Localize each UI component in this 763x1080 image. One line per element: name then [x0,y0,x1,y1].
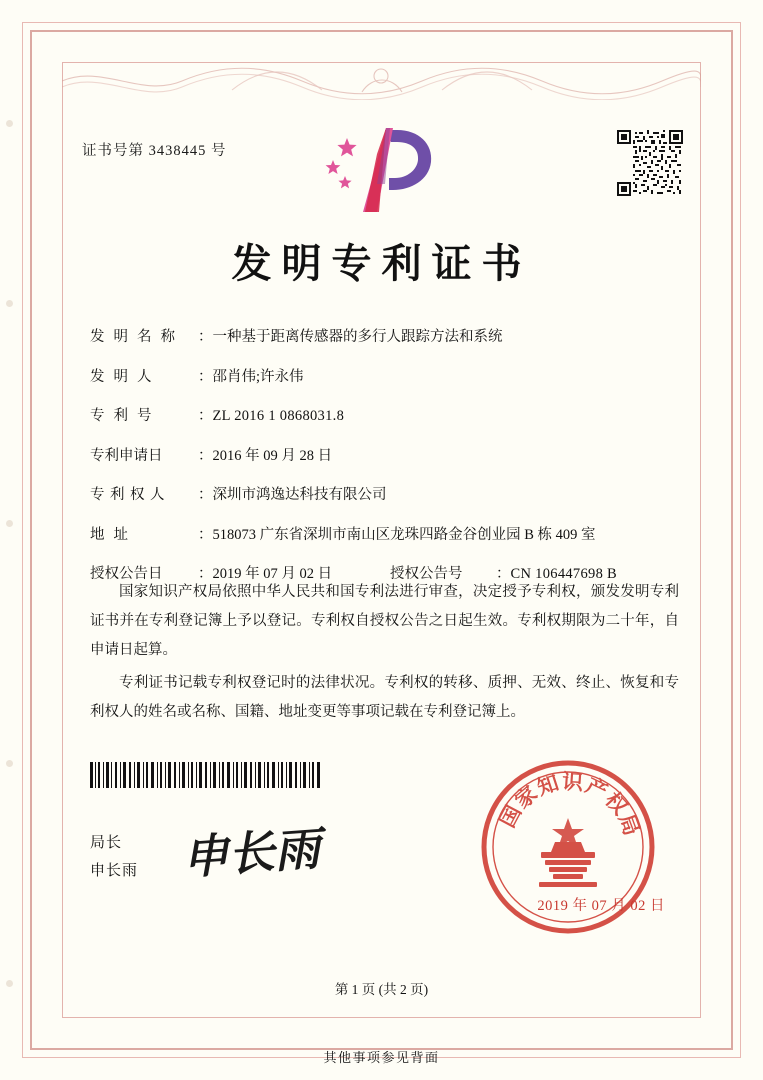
svg-text:国: 国 [495,801,527,832]
svg-text:识: 识 [561,769,584,795]
field-value: CN 106447698 B [510,566,618,583]
barcode [90,762,320,788]
field-label: 发明名称 [90,329,184,345]
fields-list [90,327,677,603]
field-colon: ： [198,368,213,385]
page-title: 发明专利证书 [231,241,532,286]
field-value: 深圳市鸿逸达科技有限公司 [212,487,387,504]
field-colon: ： [496,566,511,583]
field-label: 地址 [90,526,137,543]
certificate-number: 证书号第 3438445 号 [82,143,227,159]
paragraph-2: 专利证书记载专利权登记时的法律状况。专利权的转移、质押、无效、终止、恢复和专利权人的姓名或名称、国籍、地址变更等事项记载在专利登记簿上。 [90,675,679,720]
field-address [90,525,677,546]
field-value: 2019 年 07 月 02 日 [212,566,333,583]
svg-text:产: 产 [581,773,612,804]
field-value: ZL 2016 1 0868031.8 [212,408,345,425]
field-label: 授权公告号 [390,566,463,583]
backside-note: 其他事项参见背面 [323,1050,440,1065]
field-colon: ： [198,566,213,583]
field-colon: ： [198,408,213,425]
field-label: 发明人 [90,368,161,385]
signature-block [90,830,138,886]
svg-text:知: 知 [534,770,562,800]
legal-paragraphs [90,578,679,731]
handwritten-signature: 申长雨 [180,823,322,884]
patent-office-logo [62,124,701,220]
field-inventors [90,367,677,388]
paragraph-1: 国家知识产权局依照中华人民共和国专利法进行审查，决定授予专利权，颁发发明专利证书并在专利登记簿上予以登记。专利权自授权公告之日起生效。专利权期限为二十年，自申请日起算。 [90,584,679,658]
page-number: 第 1 页 (共 2 页) [334,982,429,997]
field-colon: ： [198,526,213,543]
svg-text:权: 权 [600,787,633,820]
signature-role: 局长 [90,835,123,851]
field-patentee [90,485,677,506]
field-label: 专利权人 [90,487,170,504]
field-value: 2016 年 09 月 28 日 [212,447,333,464]
field-patent-number [90,406,677,427]
seal-date: 2019 年 07 月 02 日 [537,898,665,914]
field-colon: ： [198,329,213,345]
field-colon: ： [198,447,213,464]
svg-text:家: 家 [510,781,542,814]
field-colon: ： [198,487,213,504]
certificate-content [62,62,701,1018]
signature-name: 申长雨 [90,862,139,879]
field-application-date [90,446,677,467]
field-value: 邵肖伟;许永伟 [212,368,304,385]
edge-binding-marks [4,0,18,1080]
field-label: 专利号 [90,408,161,425]
svg-text:局: 局 [614,810,644,839]
field-value: 一种基于距离传感器的多行人跟踪方法和系统 [212,329,503,345]
field-label: 授权公告日 [90,566,163,583]
field-label: 专利申请日 [90,447,163,464]
field-invention-title [90,327,677,348]
field-value: 518073 广东省深圳市南山区龙珠四路金谷创业园 B 栋 409 室 [212,526,596,543]
